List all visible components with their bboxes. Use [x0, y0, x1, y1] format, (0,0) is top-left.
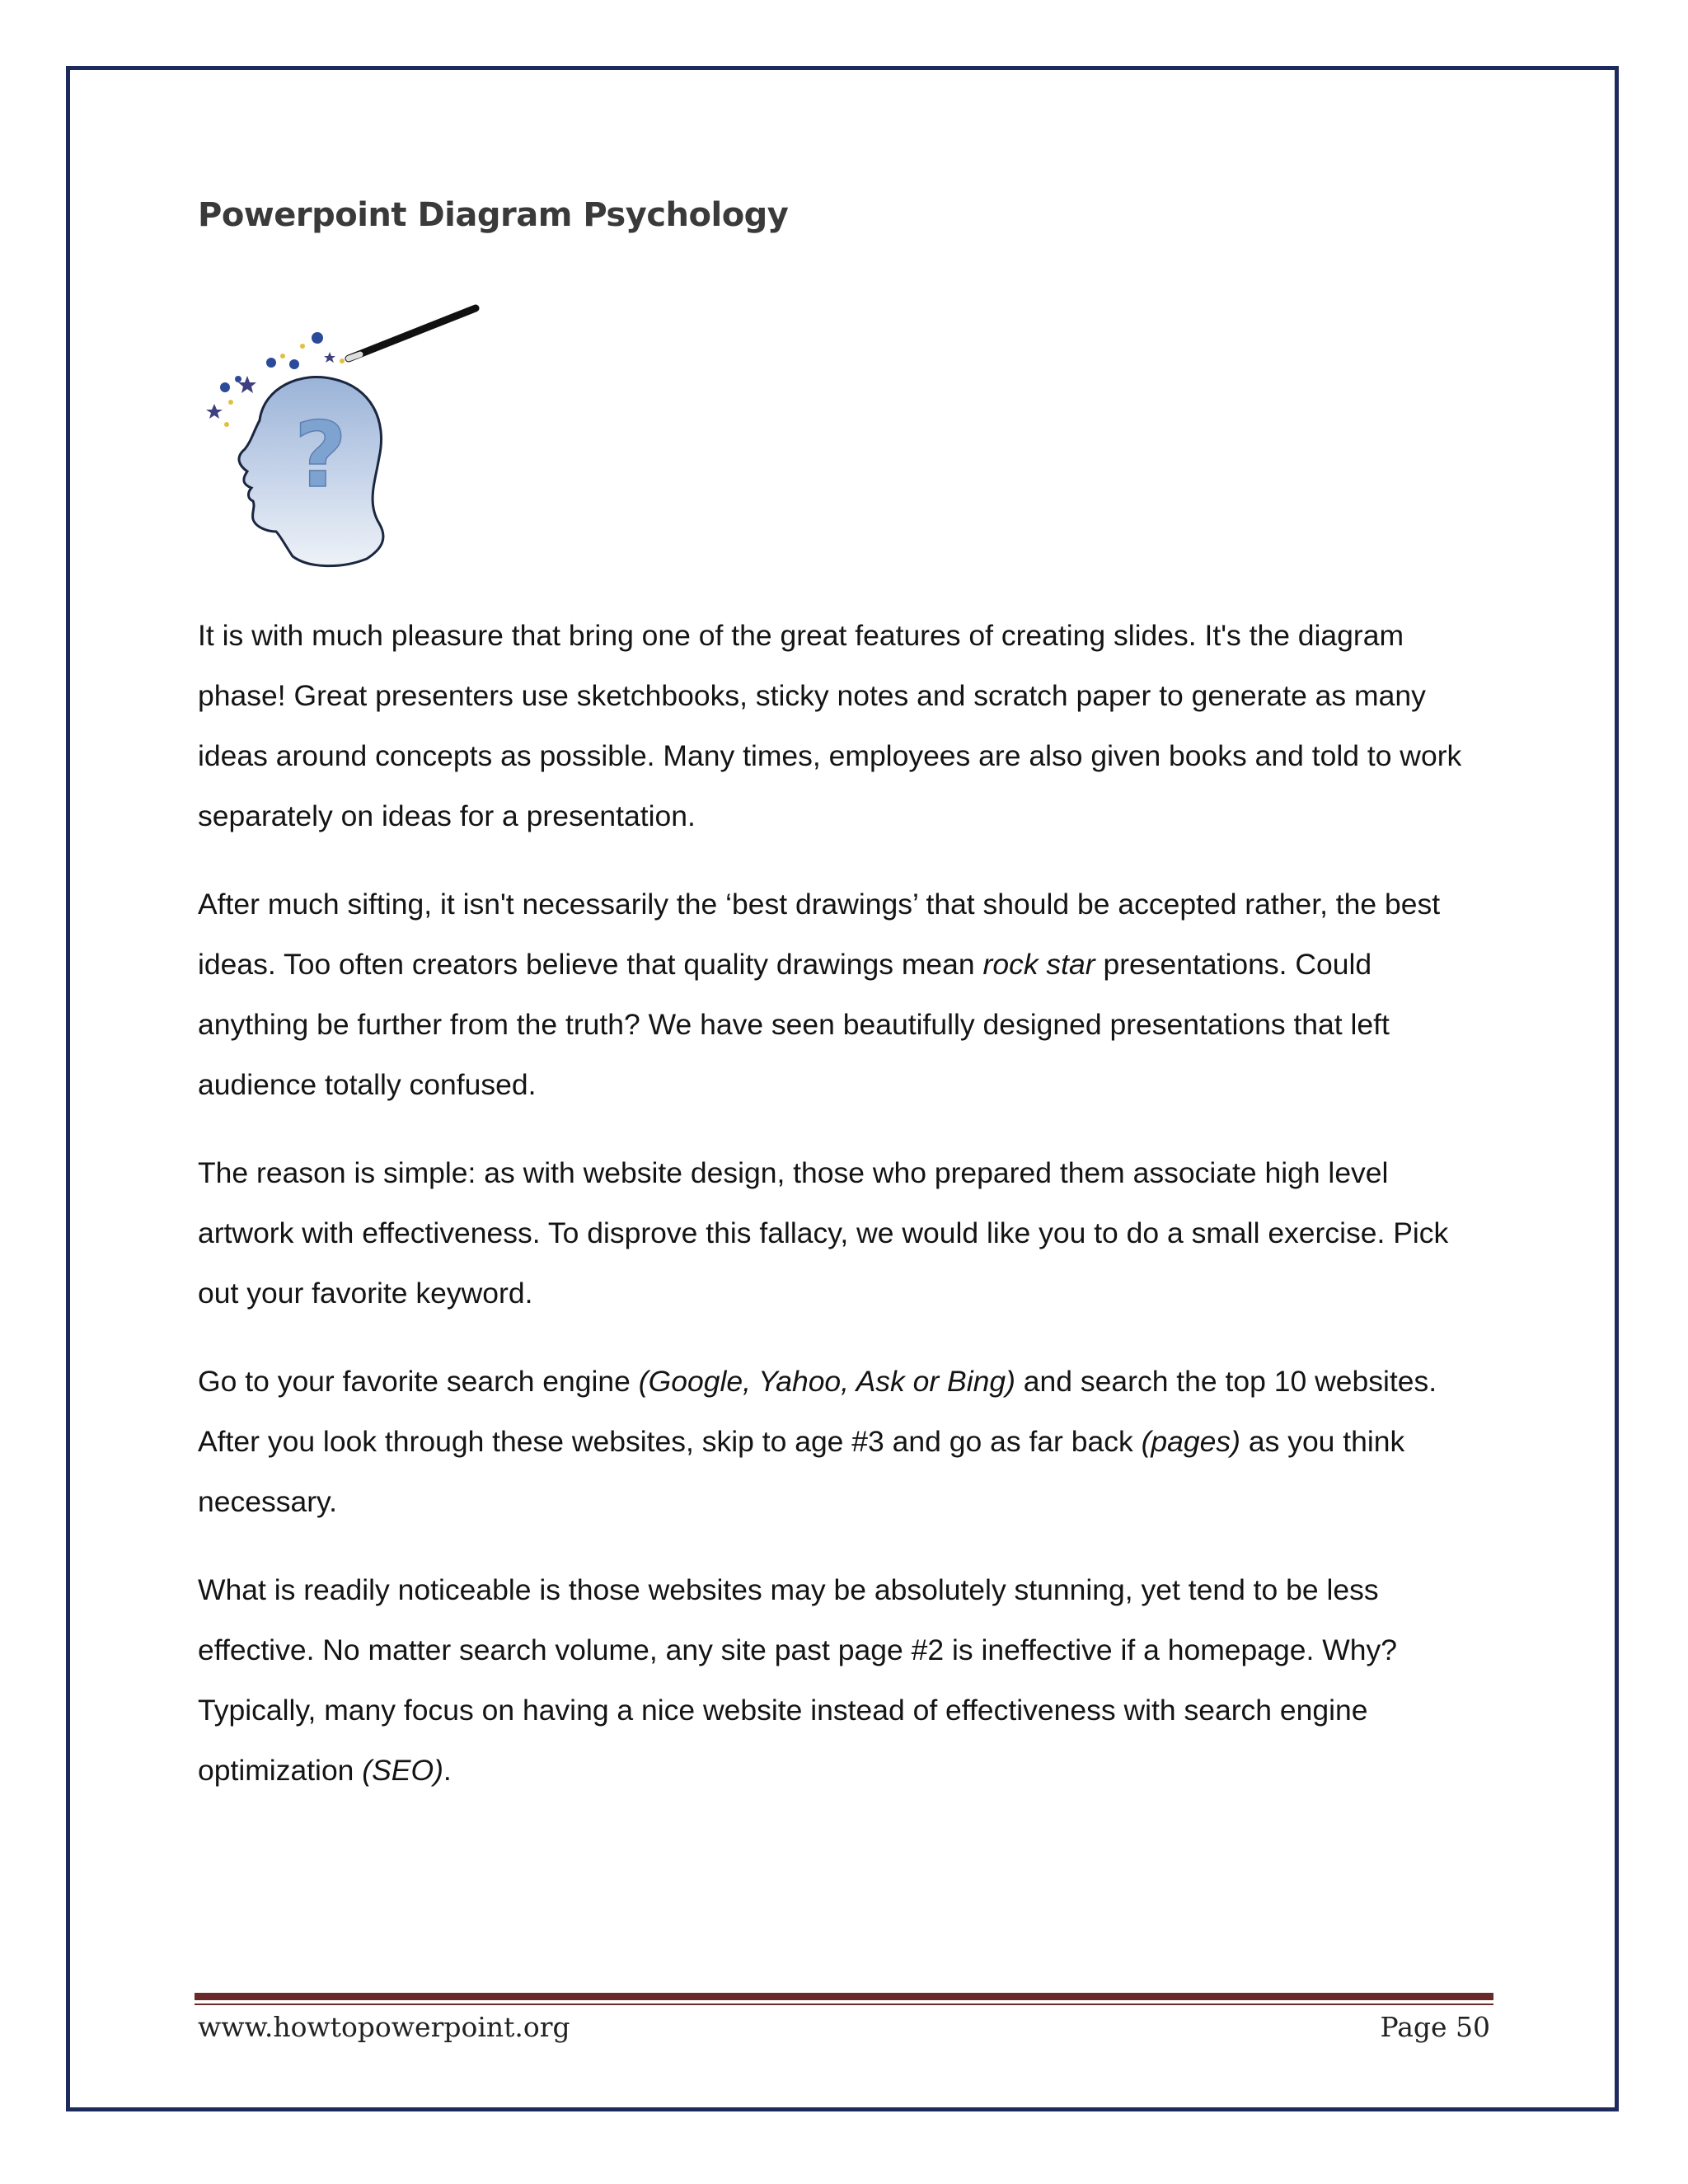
paragraph-text: It is with much pleasure that bring one of the great features of creating slides. It's the diagram phase! Great presenters use sketchbooks, sticky notes and scratch paper to generate as many ideas around concepts as possible. Many times, employees are also given books and told to work separately on ideas for a presentation.: [198, 619, 1462, 832]
body-text: [198, 606, 1484, 1829]
paragraph: [198, 1143, 1484, 1324]
paragraph: [198, 606, 1484, 846]
paragraph-text: as you think necessary.: [198, 1425, 1405, 1518]
question-mark-glyph: ?: [294, 402, 347, 508]
paragraph: [198, 1560, 1484, 1801]
page-title: Powerpoint Diagram Psychology: [198, 196, 789, 234]
paragraph-text: .: [443, 1754, 452, 1787]
paragraph: [198, 874, 1484, 1115]
italic-text: (pages): [1141, 1425, 1240, 1458]
paragraph-text: presentations. Could anything be further from the truth? We have seen beautifully designed presentations that left audience totally confused.: [198, 948, 1390, 1101]
footer-page-number: Page 50: [1380, 2011, 1490, 2043]
italic-text: rock star: [982, 948, 1095, 981]
footer-rule: [195, 1993, 1493, 2000]
paragraph-text: The reason is simple: as with website design, those who prepared them associate high level artwork with effectiveness. To disprove this fallacy, we would like you to do a small exercise. Pick out your favorite keyword.: [198, 1156, 1449, 1310]
paragraph-text: Go to your favorite search engine: [198, 1365, 639, 1398]
italic-text: (SEO): [362, 1754, 443, 1787]
footer-website: www.howtopowerpoint.org: [198, 2011, 570, 2043]
italic-text: (Google, Yahoo, Ask or Bing): [638, 1365, 1015, 1398]
paragraph: [198, 1352, 1484, 1532]
magic-wand-head-icon: [202, 297, 486, 569]
paragraph-text: After much sifting, it isn't necessarily the ‘best drawings’ that should be accepted rather, the best ideas. Too often creators believe that quality drawings mean: [198, 888, 1441, 981]
paragraph-text: What is readily noticeable is those websites may be absolutely stunning, yet tend to be less effective. No matter search volume, any site past page #2 is ineffective if a homepage. Why? Typically, many focus on having a nice website instead of effectiveness with search engine optimization: [198, 1573, 1397, 1787]
footer-rule-thin: [195, 2004, 1493, 2005]
paragraph-text: and search the top 10 websites. After you look through these websites, skip to age #3 and go as far back: [198, 1365, 1437, 1458]
